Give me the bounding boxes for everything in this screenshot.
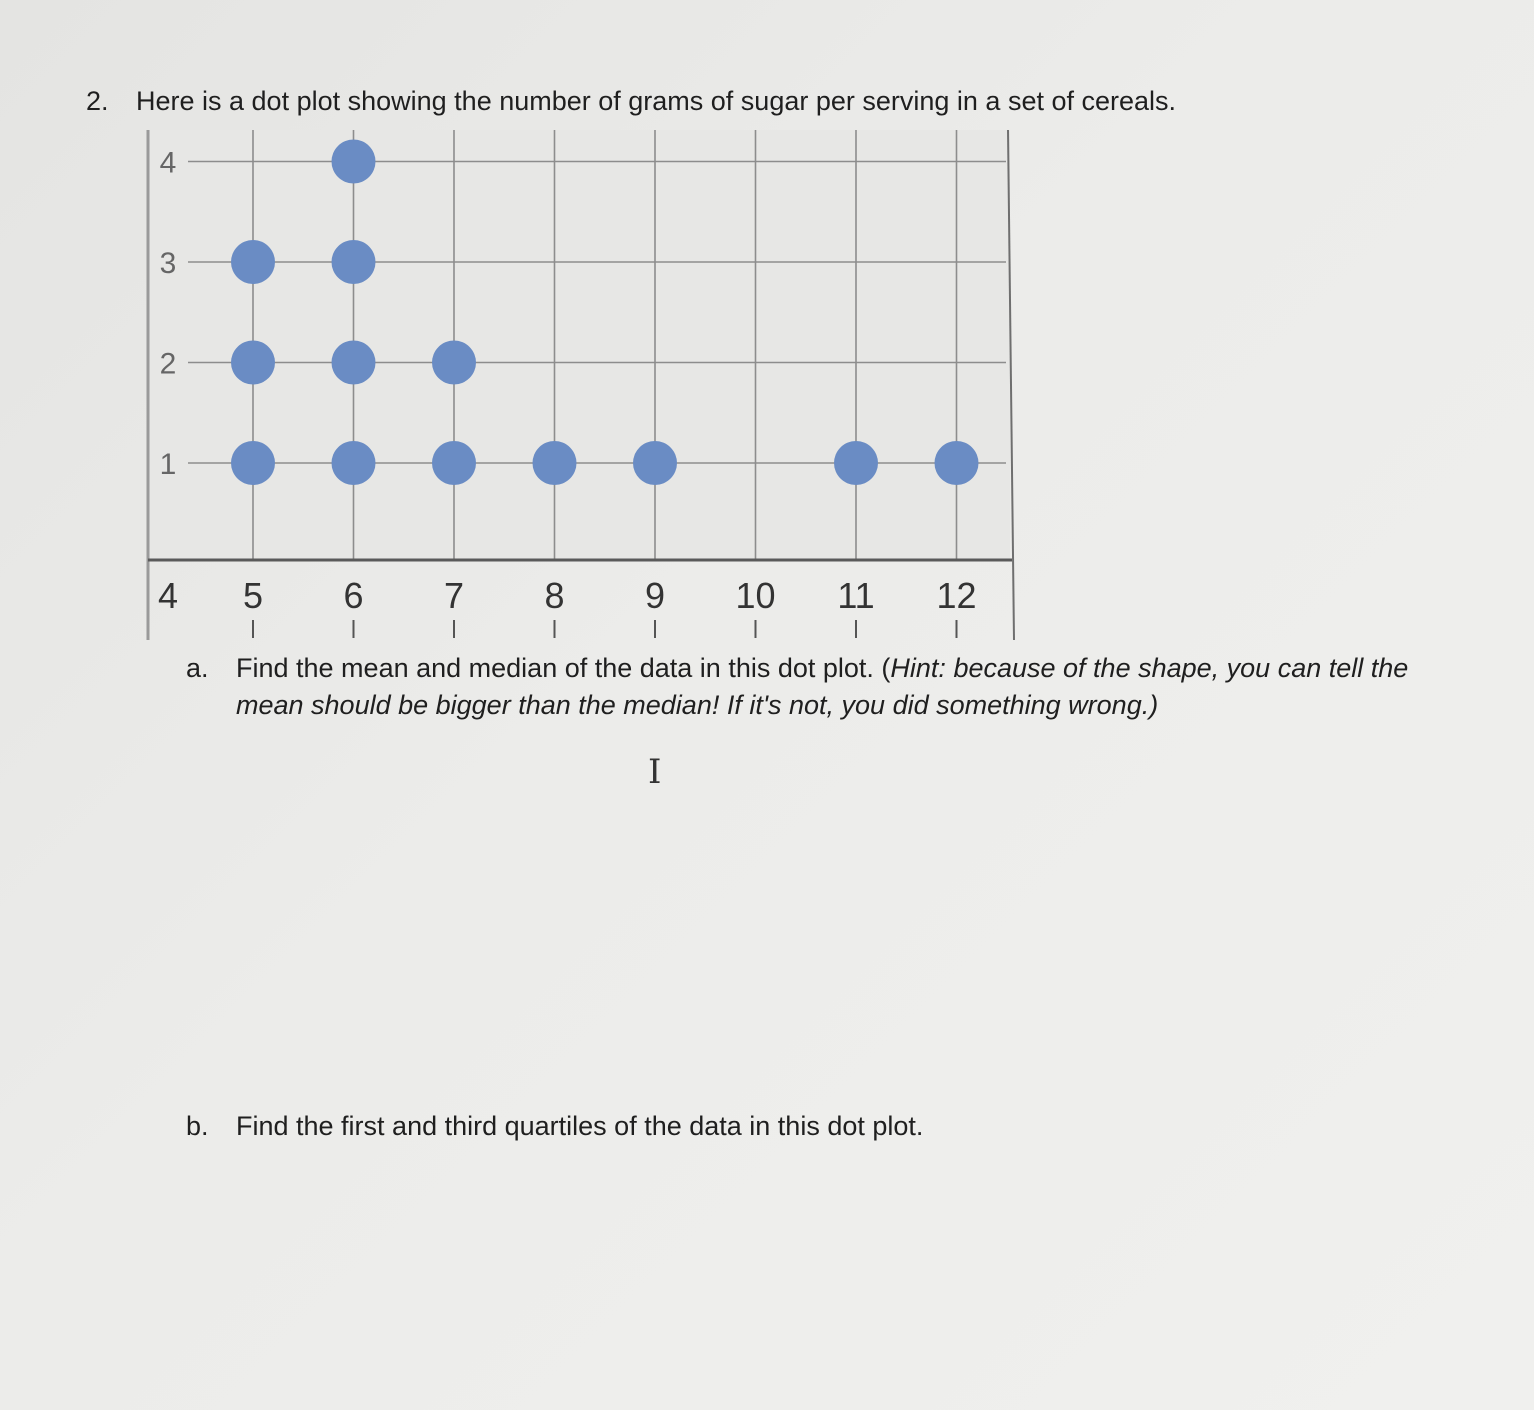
part-b-text: Find the first and third quartiles of the data in this dot plot. <box>236 1111 924 1141</box>
dot-x5-n1 <box>231 441 275 485</box>
y-tick-label-4: 4 <box>159 146 177 180</box>
x-tick-label-9: 9 <box>644 575 666 616</box>
dot-x12-n1 <box>935 441 979 485</box>
question-number: 2. <box>86 86 109 116</box>
x-tick-label-11: 11 <box>837 575 875 616</box>
dot-x6-n4 <box>332 140 376 184</box>
dot-x5-n2 <box>231 341 275 385</box>
dot-x7-n2 <box>432 341 476 385</box>
dot-x11-n1 <box>834 441 878 485</box>
x-tick-label-10: 10 <box>735 575 776 616</box>
dot-x6-n3 <box>332 240 376 284</box>
dot-x8-n1 <box>533 441 577 485</box>
part-a-text <box>236 650 1456 724</box>
dot-x6-n2 <box>332 341 376 385</box>
dot-x6-n1 <box>332 441 376 485</box>
text-cursor-icon: I <box>648 752 662 792</box>
y-tick-label-1: 1 <box>159 448 177 481</box>
dot-x9-n1 <box>633 441 677 485</box>
question-text: Here is a dot plot showing the number of grams of sugar per serving in a set of cereals. <box>136 86 1177 116</box>
plot-area <box>148 130 1010 560</box>
part-a-letter: a. <box>186 653 209 683</box>
dot-x5-n3 <box>231 240 275 284</box>
x-tick-label-5: 5 <box>242 575 264 616</box>
y-tick-label-2: 2 <box>159 347 177 381</box>
part-a-plain: Find the mean and median of the data in this dot plot. ( <box>236 653 891 683</box>
x-tick-label-8: 8 <box>544 575 565 616</box>
part-a-hint-label: Hint: <box>890 653 946 683</box>
dot-plot-chart <box>0 0 1534 700</box>
x-tick-label-6: 6 <box>343 575 364 616</box>
x-tick-label-4: 4 <box>157 575 179 616</box>
x-tick-label-7: 7 <box>443 575 465 616</box>
x-tick-label-12: 12 <box>936 575 977 616</box>
dot-x7-n1 <box>432 441 476 485</box>
y-tick-label-3: 3 <box>159 247 177 280</box>
part-a-hint-text: because of the shape, you can tell the mean should be bigger than the median! If it's not, you did something wrong.) <box>236 653 1409 720</box>
part-b-letter: b. <box>186 1111 209 1141</box>
